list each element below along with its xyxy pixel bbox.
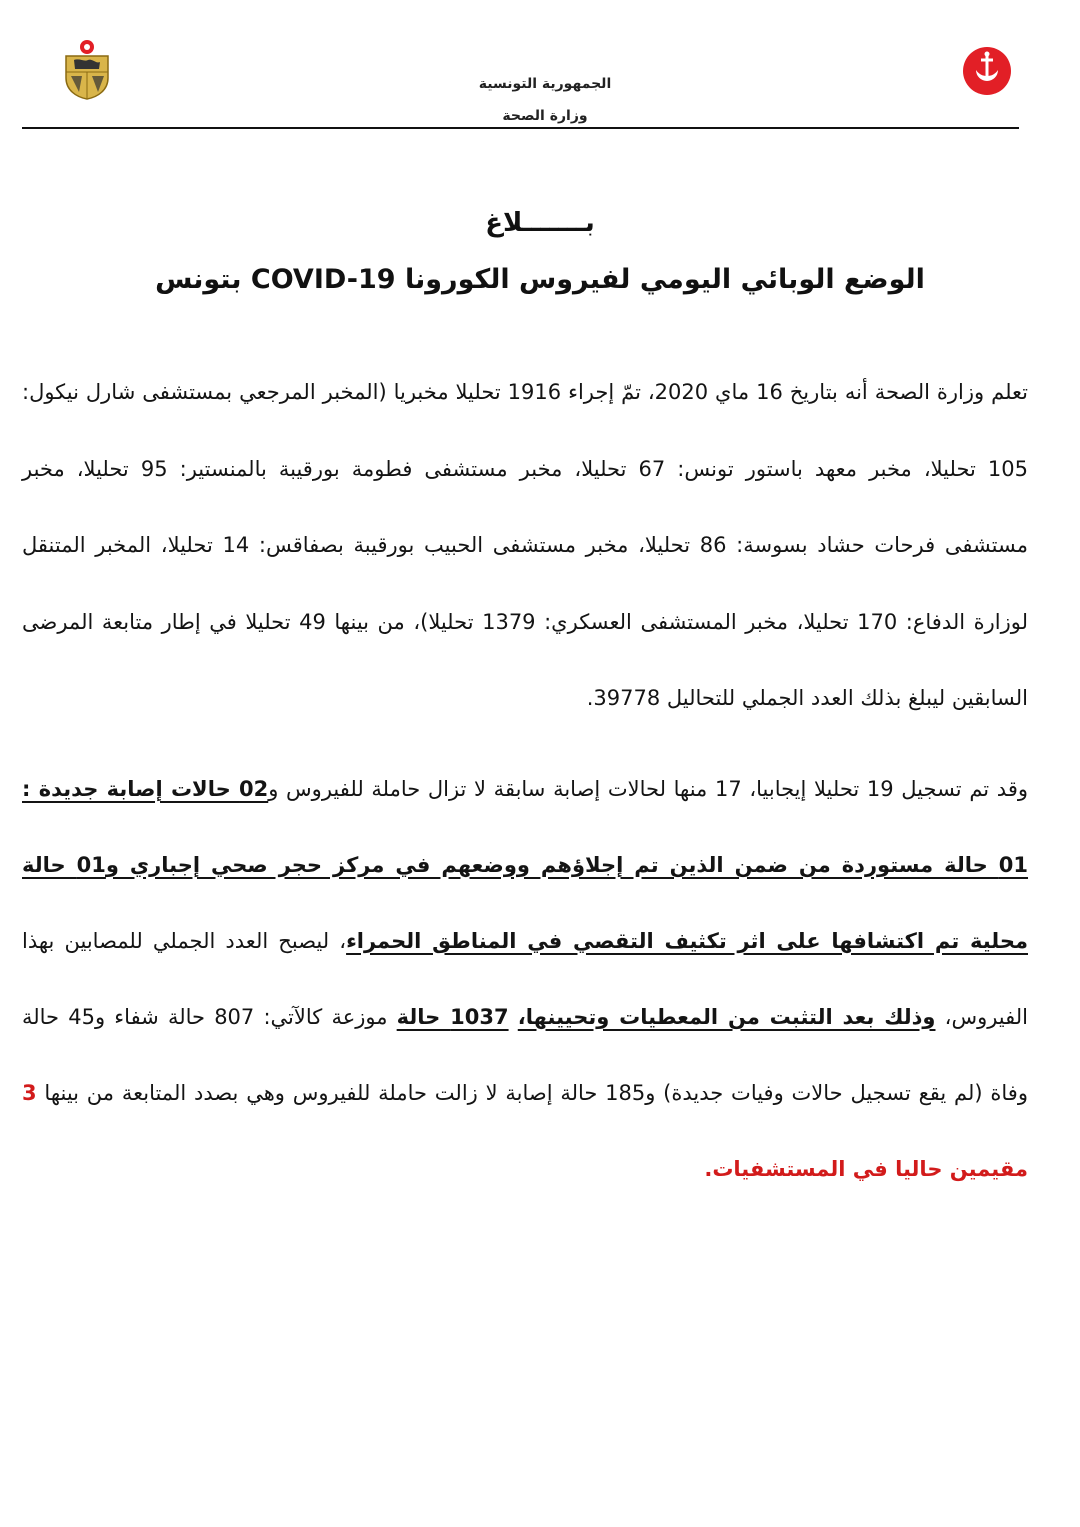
cases-text-4: موزعة كالآتي: 807 حالة شفاء و45 حالة وفاة (لم يقع تسجيل حالات وفيات جديدة) و185 حالة إصابة لا زالت حاملة للفيروس وهي بصدد المتابعة من بينها bbox=[22, 1004, 1028, 1105]
letterhead bbox=[0, 0, 1080, 135]
letterhead-text bbox=[400, 68, 690, 132]
cases-text-1: وقد تم تسجيل 19 تحليلا إيجابيا، 17 منها لحالات إصابة سابقة لا تزال حاملة للفيروس و bbox=[268, 776, 1028, 801]
paragraph-tests: تعلم وزارة الصحة أنه بتاريخ 16 ماي 2020، تمّ إجراء 1916 تحليلا مخبريا (المخبر المرجعي بمستشفى شارل نيكول: 105 تحليلا، مخبر معهد باستور تونس: 67 تحليلا، مخبر مستشفى فطومة بورقيبة بالمنستير: 95 تحليلا، مخبر مستشفى فرحات حشاد بسوسة: 86 تحليلا، مخبر مستشفى الحبيب بورقيبة بصفاقس: 14 تحليلا، المخبر المتنقل لوزارة الدفاع: 170 تحليلا، مخبر المستشفى العسكري: 1379 تحليلا)، من بينها 49 تحليلا في إطار متابعة المرضى السابقين ليبلغ بذلك العدد الجملي للتحاليل 39778. bbox=[22, 380, 1029, 710]
paragraph-cases bbox=[22, 751, 1028, 1207]
announcement-heading bbox=[0, 198, 1080, 302]
red-crescent-anchor-icon bbox=[962, 46, 1012, 96]
ministry-name: وزارة الصحة bbox=[502, 108, 588, 124]
cases-text-3 bbox=[509, 1005, 518, 1029]
page-title: بـــــــلاغ bbox=[485, 208, 595, 238]
new-cases-detail: 02 حالات إصابة جديدة : 01 حالة مستوردة من ضمن الذين تم إجلاؤهم ووضعهم في مركز حجر صحي إجباري و01 حالة محلية تم اكتشافها على اثر تكثيف التقصي في المناطق الحمراء bbox=[22, 776, 1029, 953]
announcement-body bbox=[22, 354, 1028, 1207]
page-subtitle: الوضع الوبائي اليومي لفيروس الكورونا COVID-19 بتونس bbox=[155, 264, 925, 295]
header-divider bbox=[22, 127, 1019, 129]
tunisia-coat-of-arms-icon bbox=[62, 38, 112, 100]
republic-name: الجمهورية التونسية bbox=[478, 76, 612, 92]
total-cases: 1037 حالة bbox=[396, 1004, 509, 1029]
hospitalized-note: 3 مقيمين حاليا في المستشفيات. bbox=[22, 1080, 1028, 1181]
cases-text-2: ، ليصبح العدد الجملي للمصابين بهذا الفيروس، bbox=[22, 928, 1028, 1029]
verification-note: وذلك بعد التثبت من المعطيات وتحيينها، bbox=[517, 1004, 936, 1029]
